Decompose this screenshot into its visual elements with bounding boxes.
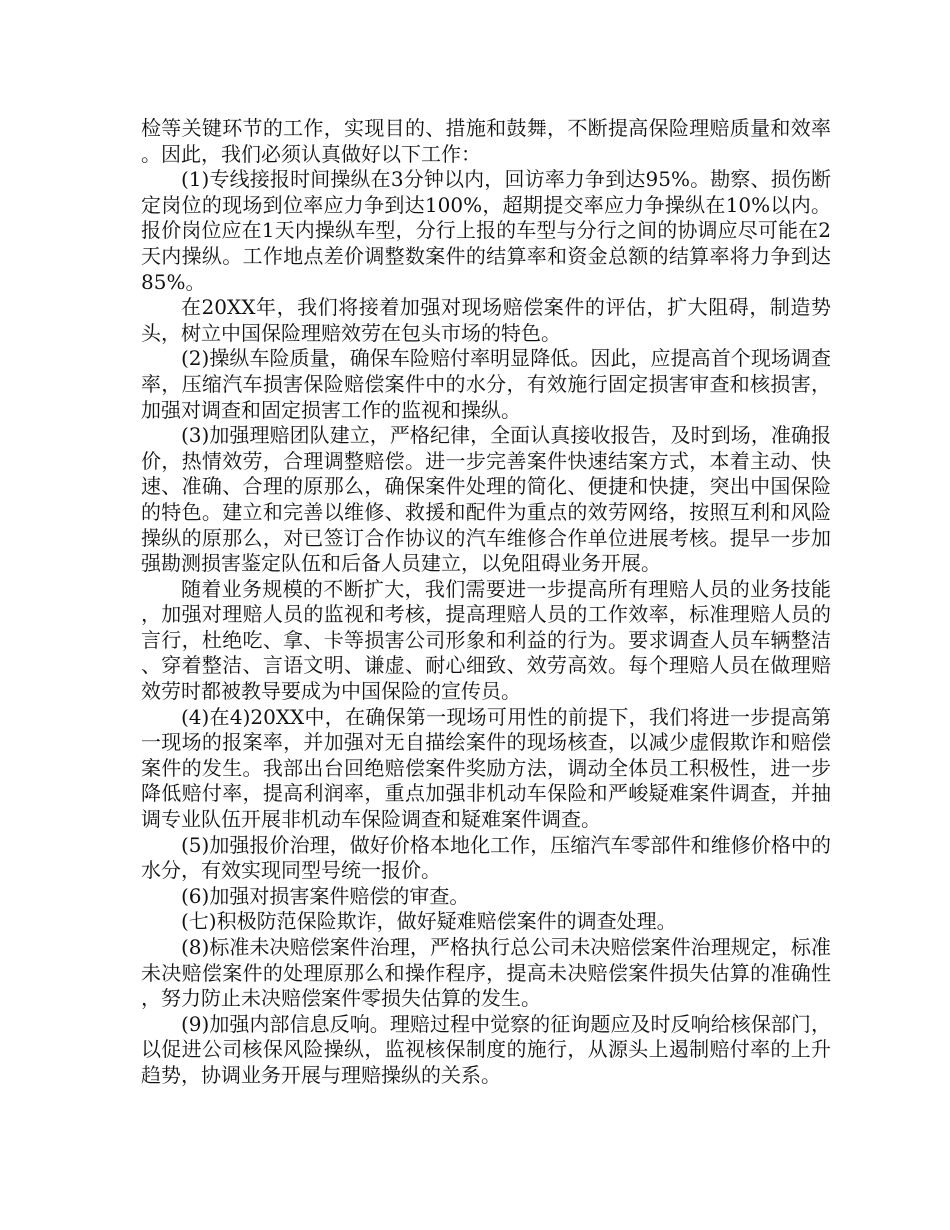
paragraph: 随着业务规模的不断扩大，我们需要进一步提高所有理赔人员的业务技能，加强对理赔人员的监视和考核，提高理赔人员的工作效率，标准理赔人员的言行，杜绝吃、拿、卡等损害公司形象和利益的行为。要求调查人员车辆整洁、穿着整洁、言语文明、谦虚、耐心细致、效劳高效。每个理赔人员在做理赔效劳时都被教导要成为中国保险的宣传员。 (141, 576, 831, 704)
paragraph: 检等关键环节的工作，实现目的、措施和鼓舞，不断提高保险理赔质量和效率。因此，我们必须认真做好以下工作： (141, 116, 831, 166)
paragraph: (8)标准未决赔偿案件治理，严格执行总公司未决赔偿案件治理规定，标准未决赔偿案件的处理原那么和操作程序，提高未决赔偿案件损失估算的准确性，努力防止未决赔偿案件零损失估算的发生。 (141, 935, 831, 1011)
paragraph: (4)在4)20XX中，在确保第一现场可用性的前提下，我们将进一步提高第一现场的报案率，并加强对无自描绘案件的现场核查，以减少虚假欺诈和赔偿案件的发生。我部出台回绝赔偿案件奖励方法，调动全体员工积极性，进一步降低赔付率，提高利润率，重点加强非机动车保险和严峻疑难案件调查，并抽调专业队伍开展非机动车保险调查和疑难案件调查。 (141, 704, 831, 832)
paragraph: (5)加强报价治理，做好价格本地化工作，压缩汽车零部件和维修价格中的水分，有效实现同型号统一报价。 (141, 832, 831, 883)
paragraph: (七)积极防范保险欺诈，做好疑难赔偿案件的调查处理。 (181, 909, 677, 934)
paragraph: (2)操纵车险质量，确保车险赔付率明显降低。因此，应提高首个现场调查率，压缩汽车损害保险赔偿案件中的水分，有效施行固定损害审查和核损害，加强对调查和固定损害工作的监视和操纵。 (141, 346, 831, 422)
paragraph: 在20XX年，我们将接着加强对现场赔偿案件的评估，扩大阻碍，制造势头，树立中国保险理赔效劳在包头市场的特色。 (141, 295, 831, 345)
document-body (141, 116, 831, 1089)
paragraph: (3)加强理赔团队建立，严格纪律，全面认真接收报告，及时到场，准确报价，热情效劳，合理调整赔偿。进一步完善案件快速结案方式，本着主动、快速、准确、合理的原那么，确保案件处理的简化、便捷和快捷，突出中国保险的特色。建立和完善以维修、救援和配件为重点的效劳网络，按照互利和风险操纵的原那么，对已签订合作协议的汽车维修合作单位进展考核。提早一步加强勘测损害鉴定队伍和后备人员建立，以免阻碍业务开展。 (141, 423, 831, 576)
paragraph: (9)加强内部信息反响。理赔过程中觉察的征询题应及时反响给核保部门，以促进公司核保风险操纵，监视核保制度的施行，从源头上遏制赔付率的上升趋势，协调业务开展与理赔操纵的关系。 (141, 1011, 831, 1087)
paragraph: (6)加强对损害案件赔偿的审查。 (181, 883, 470, 908)
paragraph: (1)专线接报时间操纵在3分钟以内，回访率力争到达95%。勘察、损伤断定岗位的现场到位率应力争到达100%，超期提交率应力争操纵在10%以内。报价岗位应在1天内操纵车型，分行上报的车型与分行之间的协调应尽可能在2天内操纵。工作地点差价调整数案件的结算率和资金总额的结算率将力争到达85%。 (141, 167, 831, 294)
